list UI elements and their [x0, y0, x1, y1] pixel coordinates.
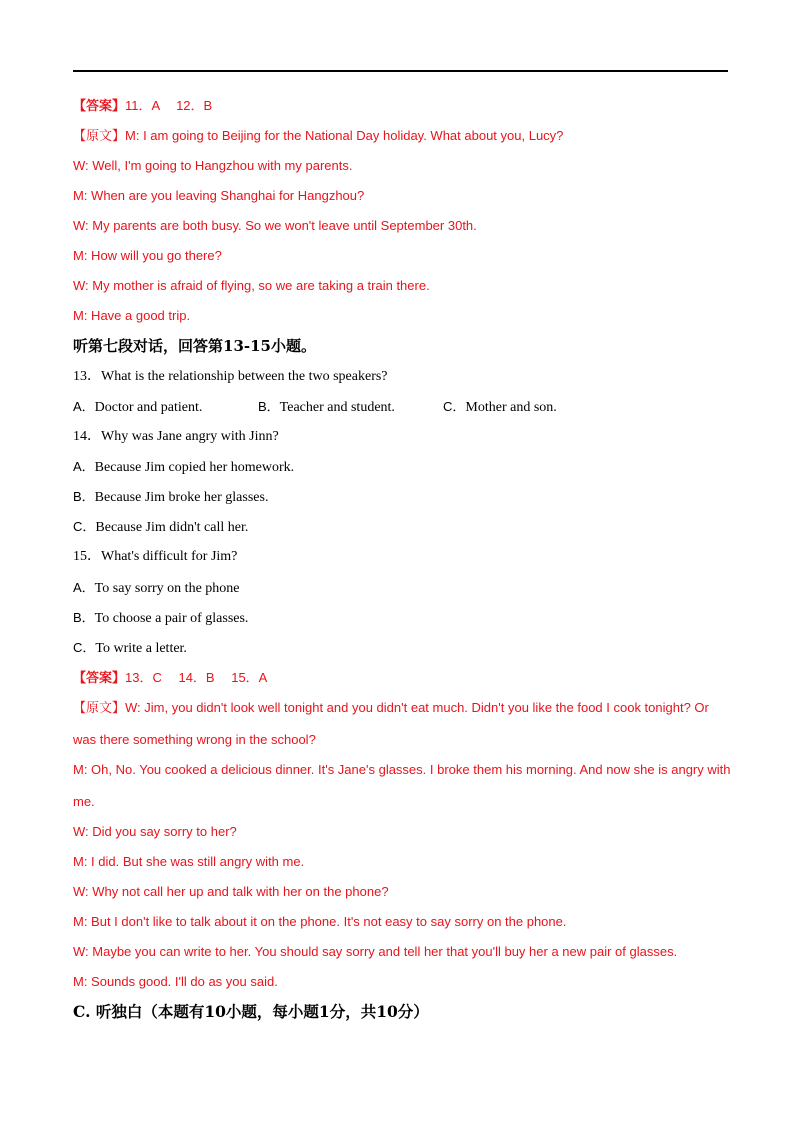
- answer-11-12: [73, 97, 212, 116]
- transcript-label: 【原文】: [73, 701, 126, 716]
- transcript-2-line-4: me.: [73, 794, 95, 809]
- transcript-2-line-10: M: Sounds good. I'll do as you said.: [73, 974, 278, 989]
- transcript-2-line-1: 【原文】W: Jim, you didn't look well tonight and you didn't eat much. Didn't you like the food I cook tonight? Or: [73, 700, 709, 716]
- question-15-stem: 15．What's difficult for Jim?: [73, 549, 238, 564]
- option-13-c: C．Mother and son.: [443, 399, 557, 415]
- transcript-2-line-8: M: But I don't like to talk about it on the phone. It's not easy to say sorry on the phone.: [73, 914, 567, 929]
- option-15-c: C．To write a letter.: [73, 640, 187, 656]
- transcript-2-line-9: W: Maybe you can write to her. You should say sorry and tell her that you'll buy her a new pair of glasses.: [73, 944, 678, 959]
- answer-label: 【答案】: [73, 671, 126, 686]
- transcript-1-line-3: M: When are you leaving Shanghai for Hangzhou?: [73, 188, 365, 203]
- transcript-1-line-5: M: How will you go there?: [73, 248, 222, 263]
- transcript-2-line-5: W: Did you say sorry to her?: [73, 824, 237, 839]
- transcript-1-line-1: 【原文】M: I am going to Beijing for the National Day holiday. What about you, Lucy?: [73, 128, 564, 144]
- transcript-2-line-7: W: Why not call her up and talk with her on the phone?: [73, 884, 389, 899]
- answer-label: 【答案】: [73, 99, 126, 114]
- question-13-options: [73, 398, 728, 416]
- transcript-1-line-2: W: Well, I'm going to Hangzhou with my parents.: [73, 158, 353, 173]
- answer-13-15: [73, 669, 267, 688]
- option-14-c: C．Because Jim didn't call her.: [73, 519, 249, 535]
- question-14-stem: 14．Why was Jane angry with Jinn?: [73, 429, 279, 444]
- transcript-2-line-2: was there something wrong in the school?: [73, 732, 316, 747]
- option-14-a: A．Because Jim copied her homework.: [73, 459, 295, 475]
- option-15-b: B．To choose a pair of glasses.: [73, 610, 249, 626]
- option-14-b: B．Because Jim broke her glasses.: [73, 489, 269, 505]
- answer-values: 13．C 14．B 15．A: [125, 670, 268, 685]
- section-heading: 听第七段对话，回答第13-15小题。: [73, 337, 316, 355]
- option-15-a: A．To say sorry on the phone: [73, 580, 240, 596]
- transcript-1-line-6: W: My mother is afraid of flying, so we are taking a train there.: [73, 278, 430, 293]
- transcript-1-line-7: M: Have a good trip.: [73, 308, 191, 323]
- header-rule: [73, 70, 728, 72]
- transcript-2-line-3: M: Oh, No. You cooked a delicious dinner. It's Jane's glasses. I broke them his morning. And now she is angry with: [73, 762, 731, 777]
- transcript-label: 【原文】: [73, 129, 126, 144]
- transcript-1-line-4: W: My parents are both busy. So we won't leave until September 30th.: [73, 218, 477, 233]
- transcript-2-line-6: M: I did. But she was still angry with me.: [73, 854, 305, 869]
- answer-values: 11．A 12．B: [125, 98, 213, 113]
- section-c-heading: C. 听独白（本题有10小题，每小题1分，共10分）: [73, 1002, 429, 1021]
- option-13-a: A．Doctor and patient.: [73, 399, 203, 415]
- option-13-b: B．Teacher and student.: [258, 399, 395, 415]
- question-13-stem: 13．What is the relationship between the two speakers?: [73, 369, 388, 384]
